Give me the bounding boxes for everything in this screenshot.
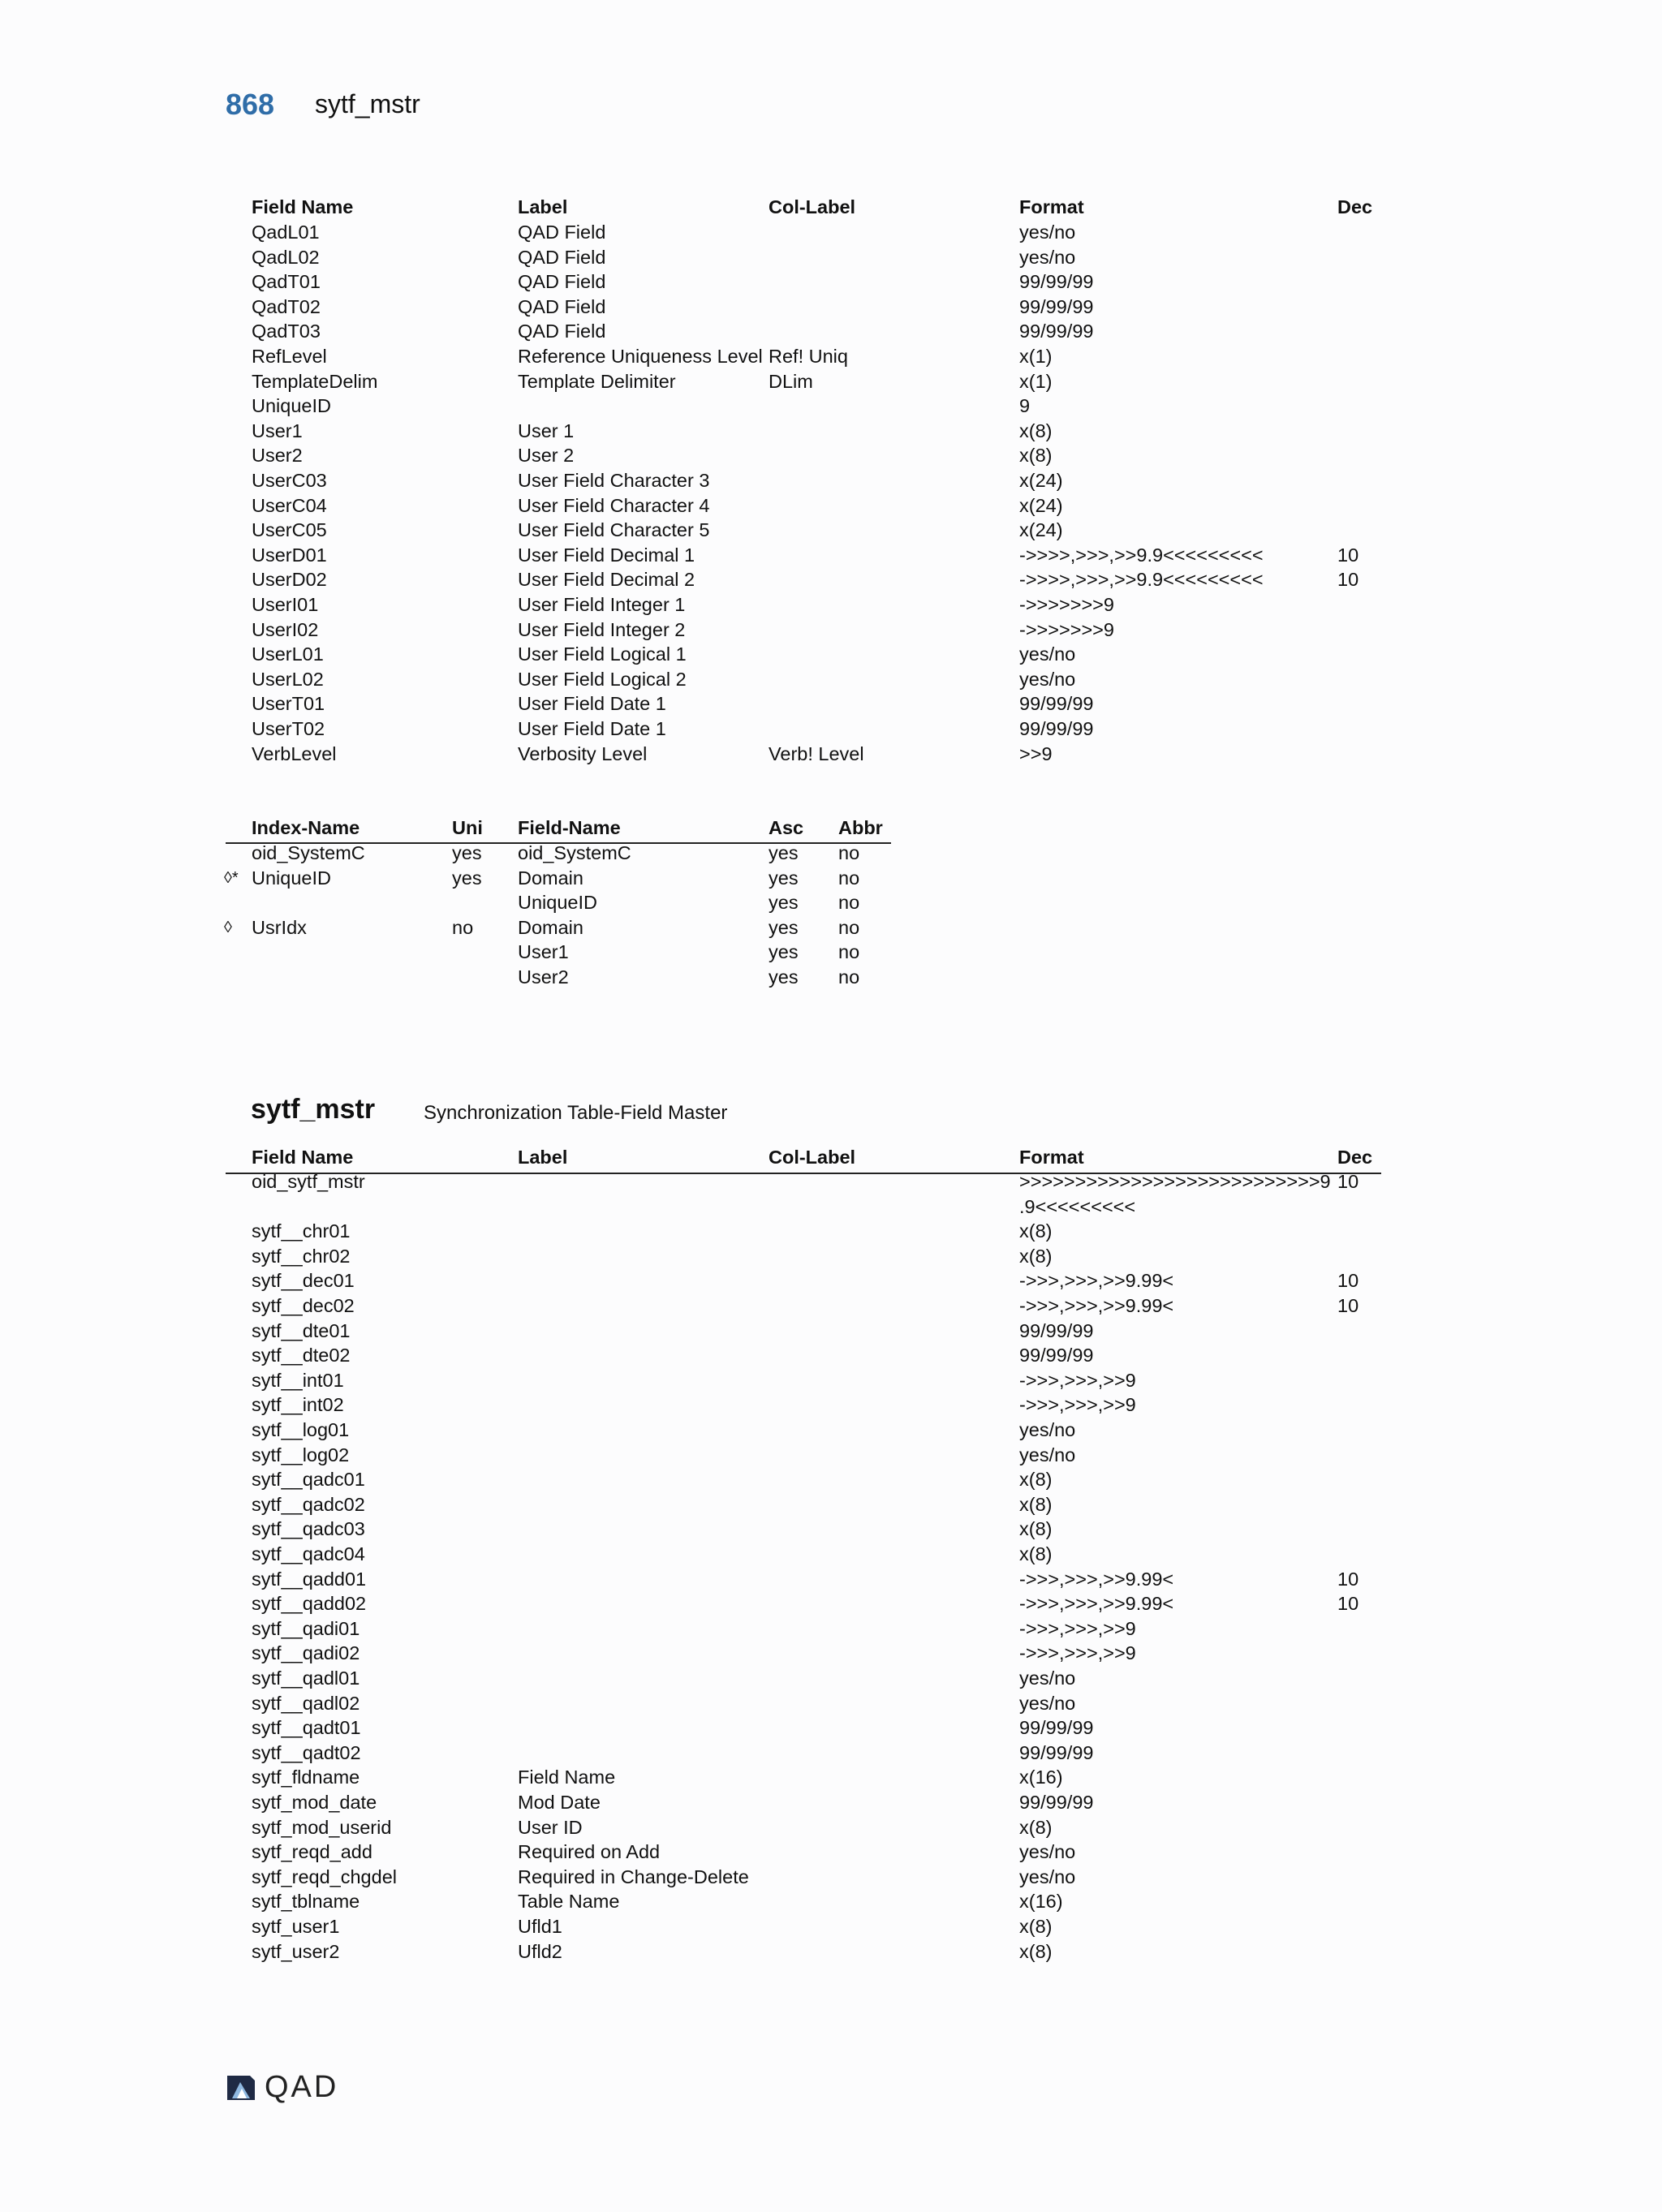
format-cell: >>9 xyxy=(1019,742,1053,764)
field-name-cell: sytf__qadc03 xyxy=(252,1518,365,1540)
table-row xyxy=(0,1244,1396,1269)
label-cell: QAD Field xyxy=(518,321,606,342)
format-cell: x(8) xyxy=(1019,1469,1053,1491)
field-name-cell: QadT03 xyxy=(252,321,321,342)
table-row xyxy=(0,691,1396,717)
column-header-dec: Dec xyxy=(1337,196,1373,217)
table-row xyxy=(0,1591,1396,1616)
table-row xyxy=(0,1418,1396,1443)
field-name-cell: sytf__log01 xyxy=(252,1419,350,1440)
format-cell: x(8) xyxy=(1019,1940,1053,1962)
unique-cell: yes xyxy=(452,842,482,863)
ascending-cell: yes xyxy=(769,892,799,914)
table-row xyxy=(0,642,1396,667)
table-row xyxy=(0,717,1396,742)
field-name-cell: sytf_fldname xyxy=(252,1767,360,1788)
field-name-cell: UserT02 xyxy=(252,718,325,739)
table-row xyxy=(0,468,1396,493)
table-row xyxy=(0,618,1396,643)
label-cell: User Field Date 1 xyxy=(518,718,666,739)
format-cell: 99/99/99 xyxy=(1019,271,1094,293)
table-row xyxy=(0,1666,1396,1691)
format-cell: ->>>,>>>,>>9 xyxy=(1019,1642,1136,1664)
table-row xyxy=(0,1616,1396,1642)
table-row xyxy=(0,344,1396,369)
label-cell: Required on Add xyxy=(518,1841,661,1863)
field-name-cell: RefLevel xyxy=(252,346,327,367)
table-row xyxy=(0,419,1396,444)
field-name-cell: sytf__chr01 xyxy=(252,1220,351,1242)
field-name-cell: QadT02 xyxy=(252,295,321,317)
table-row xyxy=(0,1765,1396,1790)
dec-cell: 10 xyxy=(1337,1295,1359,1316)
column-header-uni: Uni xyxy=(452,817,483,838)
table-row xyxy=(0,220,1396,245)
column-header-format: Format xyxy=(1019,1147,1084,1168)
format-cell: yes/no xyxy=(1019,1668,1076,1689)
label-cell: User ID xyxy=(518,1816,583,1838)
format-cell: ->>>,>>>,>>9 xyxy=(1019,1369,1136,1391)
format-cell: yes/no xyxy=(1019,643,1076,665)
table-row xyxy=(0,1343,1396,1368)
field-name-cell: oid_sytf_mstr xyxy=(252,1171,365,1192)
table-row xyxy=(0,319,1396,344)
ascending-cell: yes xyxy=(769,941,799,963)
format-cell: 99/99/99 xyxy=(1019,295,1094,317)
field-name-cell: QadL02 xyxy=(252,246,320,268)
format-cell: yes/no xyxy=(1019,668,1076,690)
abbreviated-cell: no xyxy=(838,966,860,988)
table-row xyxy=(0,1169,1396,1194)
field-name-cell: sytf__qadc02 xyxy=(252,1493,365,1515)
field-name-cell: User2 xyxy=(518,966,569,988)
label-cell: User 1 xyxy=(518,420,575,441)
field-name-cell: sytf_mod_date xyxy=(252,1792,377,1813)
table-row xyxy=(0,443,1396,468)
field-name-cell: sytf_user1 xyxy=(252,1916,340,1937)
field-name-cell: sytf__chr02 xyxy=(252,1245,351,1267)
field-name-cell: sytf__qadi01 xyxy=(252,1617,360,1639)
page-number: 868 xyxy=(226,88,275,121)
column-header-format: Format xyxy=(1019,196,1084,217)
field-name-cell: UserC03 xyxy=(252,470,327,491)
field-name-cell: QadT01 xyxy=(252,271,321,293)
format-cell: >>>>>>>>>>>>>>>>>>>>>>>>>>>9 xyxy=(1019,1171,1331,1192)
table-row xyxy=(0,1741,1396,1766)
label-cell: User Field Character 5 xyxy=(518,519,710,541)
table-header-row xyxy=(0,816,1396,841)
format-cell: x(8) xyxy=(1019,1816,1053,1838)
format-cell: ->>>,>>>,>>9 xyxy=(1019,1617,1136,1639)
unique-cell: yes xyxy=(452,867,482,889)
format-cell: x(8) xyxy=(1019,1518,1053,1540)
table-row xyxy=(0,1889,1396,1914)
col-label-cell: Ref! Uniq xyxy=(769,346,848,367)
table-row xyxy=(0,841,1396,866)
format-cell: yes/no xyxy=(1019,222,1076,243)
label-cell: User Field Decimal 2 xyxy=(518,569,695,591)
table-row xyxy=(0,1641,1396,1666)
label-cell: Table Name xyxy=(518,1891,620,1913)
column-header-field-name: Field Name xyxy=(252,1147,354,1168)
table-row xyxy=(0,1392,1396,1418)
field-name-cell: sytf__int02 xyxy=(252,1394,344,1416)
field-name-cell: sytf__qadl02 xyxy=(252,1692,360,1714)
field-name-cell: User1 xyxy=(252,420,303,441)
page-header-title: sytf_mstr xyxy=(315,89,420,118)
dec-cell: 10 xyxy=(1337,1171,1359,1192)
table-row xyxy=(0,1268,1396,1293)
format-cell: ->>>,>>>,>>9.99< xyxy=(1019,1295,1174,1316)
field-name-cell: UniqueID xyxy=(252,395,331,417)
format-cell: ->>>,>>>,>>9.99< xyxy=(1019,1593,1174,1615)
table-row xyxy=(0,1467,1396,1492)
column-header-label: Label xyxy=(518,196,568,217)
ascending-cell: yes xyxy=(769,842,799,863)
label-cell: User Field Logical 2 xyxy=(518,668,687,690)
format-cell: 99/99/99 xyxy=(1019,693,1094,715)
column-header-col-label: Col-Label xyxy=(769,1147,856,1168)
label-cell: QAD Field xyxy=(518,222,606,243)
field-name-cell: sytf__qadl01 xyxy=(252,1668,360,1689)
field-name-cell: UserI02 xyxy=(252,618,319,640)
label-cell: Mod Date xyxy=(518,1792,601,1813)
table-row xyxy=(0,1939,1396,1965)
format-cell: yes/no xyxy=(1019,1866,1076,1887)
table-header-row xyxy=(0,1145,1396,1170)
format-cell: 99/99/99 xyxy=(1019,1319,1094,1341)
column-header-dec: Dec xyxy=(1337,1147,1373,1168)
table-row xyxy=(0,518,1396,543)
index-name-cell: oid_SystemC xyxy=(252,842,365,863)
format-cell: ->>>>,>>>,>>9.9<<<<<<<<< xyxy=(1019,544,1264,566)
format-cell: 99/99/99 xyxy=(1019,321,1094,342)
table-row xyxy=(0,965,1396,990)
table-row xyxy=(0,1319,1396,1344)
table-row xyxy=(0,1542,1396,1567)
field-name-cell: sytf_tblname xyxy=(252,1891,360,1913)
table-row xyxy=(0,890,1396,915)
index-marker-icon: ◊* xyxy=(224,868,239,887)
table-row xyxy=(0,567,1396,592)
table-row xyxy=(0,1194,1396,1220)
format-cell: 99/99/99 xyxy=(1019,1792,1094,1813)
table-row xyxy=(0,1914,1396,1939)
format-cell: 99/99/99 xyxy=(1019,718,1094,739)
format-cell: x(8) xyxy=(1019,1493,1053,1515)
format-cell: x(1) xyxy=(1019,370,1053,392)
table-section-description: Synchronization Table-Field Master xyxy=(424,1102,728,1124)
ascending-cell: yes xyxy=(769,867,799,889)
table-row xyxy=(0,1567,1396,1592)
format-cell: yes/no xyxy=(1019,1841,1076,1863)
table-row xyxy=(0,1790,1396,1815)
column-header-label: Label xyxy=(518,1147,568,1168)
field-name-cell: UserD02 xyxy=(252,569,327,591)
field-name-cell: sytf__dte02 xyxy=(252,1345,351,1366)
field-name-cell: sytf_reqd_chgdel xyxy=(252,1866,397,1887)
field-name-cell: sytf__qadt01 xyxy=(252,1717,361,1739)
field-name-cell: QadL01 xyxy=(252,222,320,243)
abbreviated-cell: no xyxy=(838,892,860,914)
label-cell: Ufld2 xyxy=(518,1940,562,1962)
format-cell: x(16) xyxy=(1019,1767,1063,1788)
format-cell: ->>>,>>>,>>9.99< xyxy=(1019,1568,1174,1590)
format-cell: .9<<<<<<<<< xyxy=(1019,1195,1136,1217)
label-cell: Field Name xyxy=(518,1767,616,1788)
label-cell: User 2 xyxy=(518,445,575,467)
abbreviated-cell: no xyxy=(838,867,860,889)
table-row xyxy=(0,1443,1396,1468)
table-row xyxy=(0,1368,1396,1393)
dec-cell: 10 xyxy=(1337,569,1359,591)
unique-cell: no xyxy=(452,916,474,938)
format-cell: yes/no xyxy=(1019,1444,1076,1465)
table-row xyxy=(0,1691,1396,1716)
format-cell: x(16) xyxy=(1019,1891,1063,1913)
field-name-cell: TemplateDelim xyxy=(252,370,378,392)
table-row xyxy=(0,915,1396,940)
field-name-cell: sytf__qadi02 xyxy=(252,1642,360,1664)
table-row xyxy=(0,1865,1396,1890)
field-name-cell: UserC05 xyxy=(252,519,327,541)
format-cell: x(1) xyxy=(1019,346,1053,367)
format-cell: ->>>,>>>,>>9.99< xyxy=(1019,1270,1174,1292)
label-cell: User Field Date 1 xyxy=(518,693,666,715)
label-cell: Reference Uniqueness Level xyxy=(518,346,763,367)
format-cell: ->>>>,>>>,>>9.9<<<<<<<<< xyxy=(1019,569,1264,591)
table-row xyxy=(0,940,1396,965)
format-cell: 9 xyxy=(1019,395,1031,417)
format-cell: ->>>,>>>,>>9 xyxy=(1019,1394,1136,1416)
format-cell: x(24) xyxy=(1019,470,1063,491)
field-name-cell: sytf_user2 xyxy=(252,1940,340,1962)
field-name-cell: User1 xyxy=(518,941,569,963)
label-cell: Ufld1 xyxy=(518,1916,562,1937)
abbreviated-cell: no xyxy=(838,842,860,863)
field-name-cell: UniqueID xyxy=(518,892,597,914)
field-name-cell: sytf__log02 xyxy=(252,1444,350,1465)
format-cell: x(24) xyxy=(1019,494,1063,516)
field-name-cell: User2 xyxy=(252,445,303,467)
index-name-cell: UsrIdx xyxy=(252,916,307,938)
field-name-cell: sytf__dec02 xyxy=(252,1295,355,1316)
format-cell: x(8) xyxy=(1019,1220,1053,1242)
dec-cell: 10 xyxy=(1337,1270,1359,1292)
dec-cell: 10 xyxy=(1337,1593,1359,1615)
table-row xyxy=(0,1840,1396,1865)
field-name-cell: Domain xyxy=(518,867,583,889)
dec-cell: 10 xyxy=(1337,1568,1359,1590)
field-name-cell: UserC04 xyxy=(252,494,327,516)
field-name-cell: sytf__qadt02 xyxy=(252,1741,361,1763)
format-cell: x(8) xyxy=(1019,1245,1053,1267)
field-name-cell: UserD01 xyxy=(252,544,327,566)
index-marker-icon: ◊ xyxy=(224,918,232,936)
field-name-cell: sytf__qadc01 xyxy=(252,1469,365,1491)
table-section-title: sytf_mstr xyxy=(251,1094,376,1125)
field-name-cell: UserL01 xyxy=(252,643,324,665)
ascending-cell: yes xyxy=(769,966,799,988)
table-row xyxy=(0,742,1396,767)
table-row xyxy=(0,1715,1396,1741)
label-cell: User Field Integer 1 xyxy=(518,594,686,615)
label-cell: User Field Integer 2 xyxy=(518,618,686,640)
format-cell: ->>>>>>>9 xyxy=(1019,594,1114,615)
table-row xyxy=(0,1517,1396,1542)
format-cell: x(8) xyxy=(1019,420,1053,441)
label-cell: QAD Field xyxy=(518,246,606,268)
table-row xyxy=(0,1219,1396,1244)
table-row xyxy=(0,667,1396,692)
format-cell: 99/99/99 xyxy=(1019,1345,1094,1366)
column-header-abbr: Abbr xyxy=(838,817,883,838)
col-label-cell: Verb! Level xyxy=(769,742,864,764)
table-row xyxy=(0,866,1396,891)
abbreviated-cell: no xyxy=(838,941,860,963)
field-name-cell: Domain xyxy=(518,916,583,938)
abbreviated-cell: no xyxy=(838,916,860,938)
ascending-cell: yes xyxy=(769,916,799,938)
label-cell: User Field Character 4 xyxy=(518,494,710,516)
column-header-asc: Asc xyxy=(769,817,804,838)
table-row xyxy=(0,1293,1396,1319)
table-row xyxy=(0,245,1396,270)
label-cell: User Field Character 3 xyxy=(518,470,710,491)
format-cell: x(24) xyxy=(1019,519,1063,541)
format-cell: ->>>>>>>9 xyxy=(1019,618,1114,640)
field-name-cell: UserL02 xyxy=(252,668,324,690)
label-cell: Required in Change-Delete xyxy=(518,1866,749,1887)
format-cell: yes/no xyxy=(1019,246,1076,268)
field-name-cell: oid_SystemC xyxy=(518,842,631,863)
format-cell: x(8) xyxy=(1019,1916,1053,1937)
column-header-field-name: Field-Name xyxy=(518,817,621,838)
table-row xyxy=(0,1815,1396,1840)
column-header-field-name: Field Name xyxy=(252,196,354,217)
label-cell: QAD Field xyxy=(518,295,606,317)
format-cell: 99/99/99 xyxy=(1019,1741,1094,1763)
format-cell: x(8) xyxy=(1019,445,1053,467)
label-cell: Verbosity Level xyxy=(518,742,648,764)
format-cell: yes/no xyxy=(1019,1419,1076,1440)
field-name-cell: sytf__qadd02 xyxy=(252,1593,367,1615)
label-cell: User Field Decimal 1 xyxy=(518,544,695,566)
dec-cell: 10 xyxy=(1337,544,1359,566)
field-name-cell: sytf_reqd_add xyxy=(252,1841,372,1863)
qad-logo-text: QAD xyxy=(265,2070,339,2104)
table-header-row xyxy=(0,195,1396,220)
table-row xyxy=(0,369,1396,394)
format-cell: 99/99/99 xyxy=(1019,1717,1094,1739)
format-cell: x(8) xyxy=(1019,1543,1053,1564)
table-row xyxy=(0,1492,1396,1517)
column-header-index-name: Index-Name xyxy=(252,817,360,838)
table-row xyxy=(0,543,1396,568)
format-cell: yes/no xyxy=(1019,1692,1076,1714)
field-name-cell: UserI01 xyxy=(252,594,319,615)
qad-logo-icon xyxy=(226,2072,256,2102)
field-name-cell: sytf__dec01 xyxy=(252,1270,355,1292)
field-name-cell: sytf__int01 xyxy=(252,1369,344,1391)
label-cell: QAD Field xyxy=(518,271,606,293)
index-name-cell: UniqueID xyxy=(252,867,331,889)
field-name-cell: UserT01 xyxy=(252,693,325,715)
field-name-cell: sytf__qadd01 xyxy=(252,1568,367,1590)
table-row xyxy=(0,592,1396,618)
field-name-cell: sytf__dte01 xyxy=(252,1319,351,1341)
col-label-cell: DLim xyxy=(769,370,813,392)
table-row xyxy=(0,493,1396,519)
field-name-cell: VerbLevel xyxy=(252,742,337,764)
table-row xyxy=(0,394,1396,419)
label-cell: User Field Logical 1 xyxy=(518,643,687,665)
field-name-cell: sytf_mod_userid xyxy=(252,1816,392,1838)
label-cell: Template Delimiter xyxy=(518,370,676,392)
field-name-cell: sytf__qadc04 xyxy=(252,1543,365,1564)
column-header-col-label: Col-Label xyxy=(769,196,856,217)
table-row xyxy=(0,269,1396,295)
table-row xyxy=(0,295,1396,320)
